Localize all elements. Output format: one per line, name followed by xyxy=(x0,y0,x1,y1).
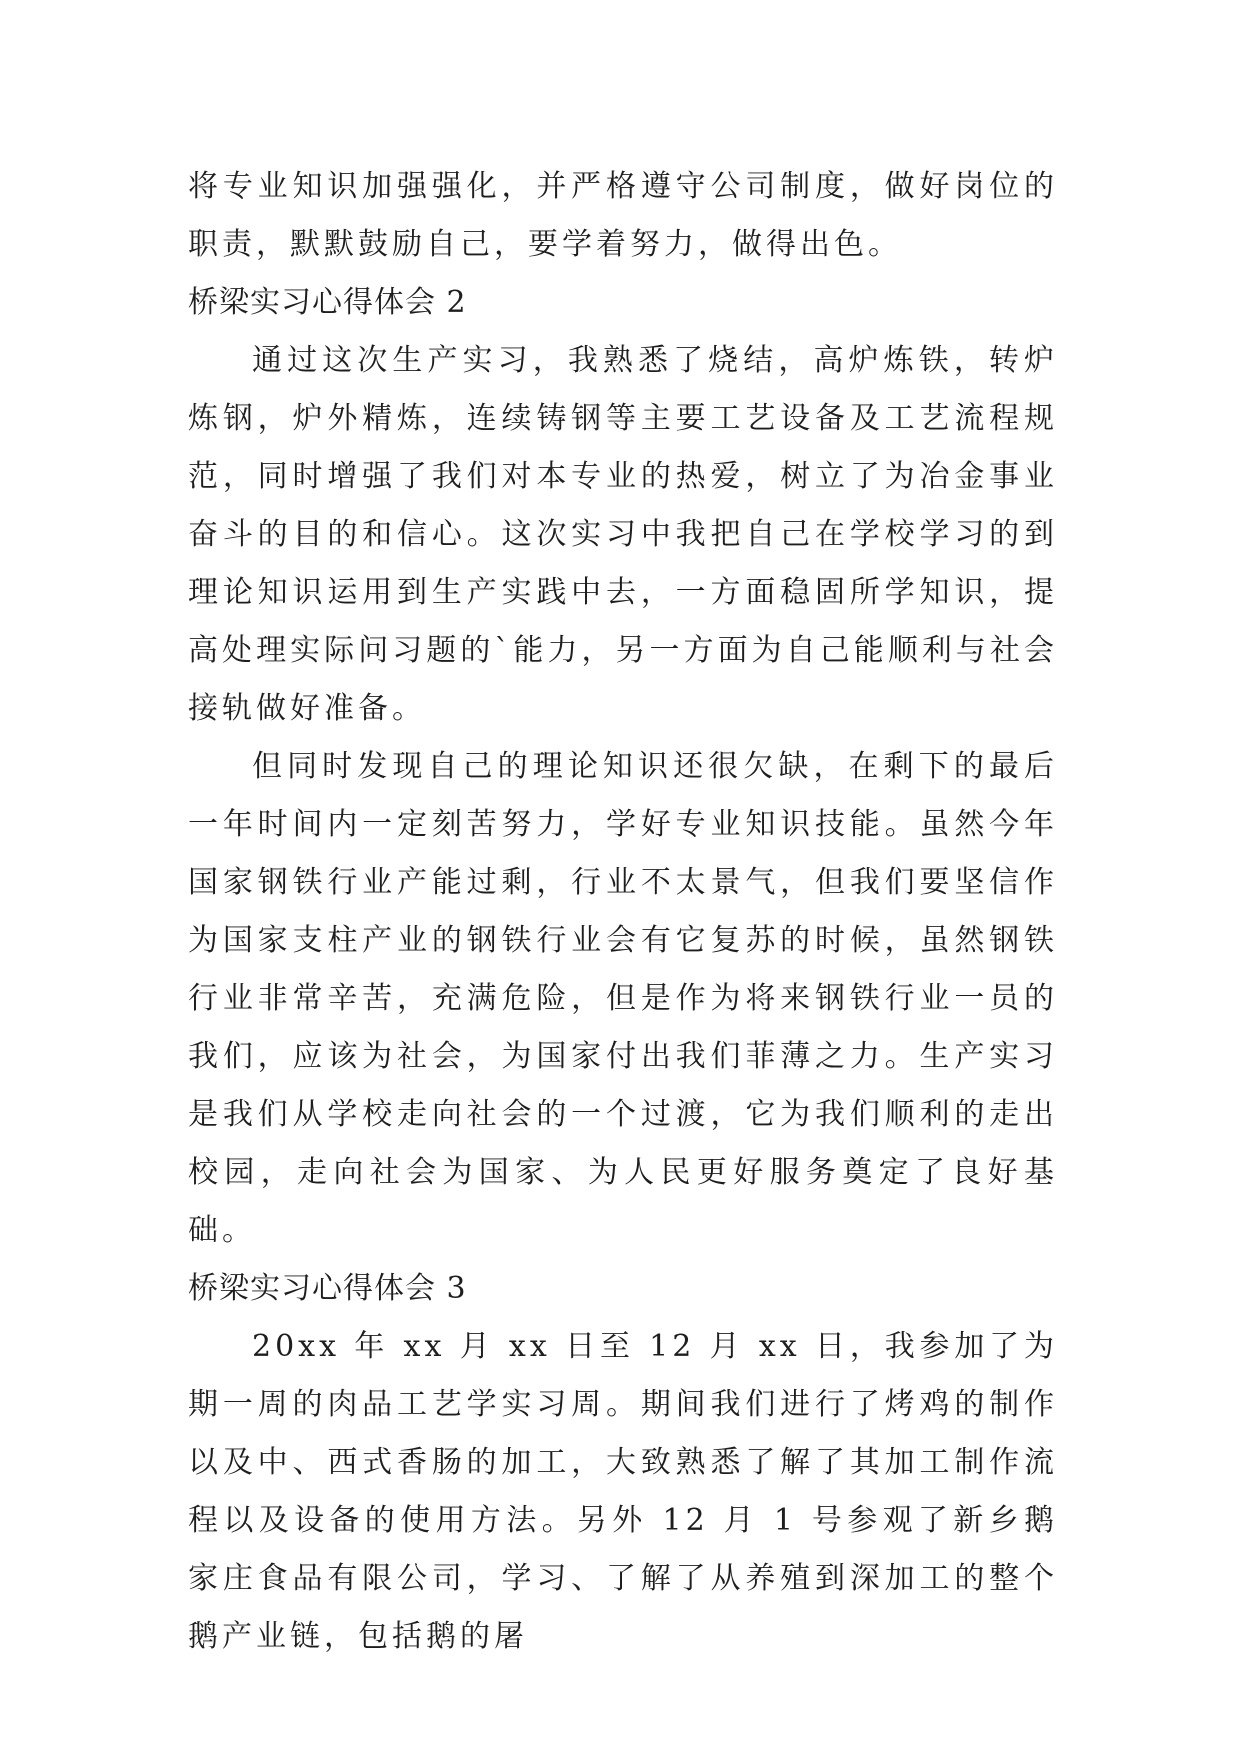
section-heading-2: 桥梁实习心得体会 2 xyxy=(188,285,467,320)
section-heading-3: 桥梁实习心得体会 3 xyxy=(188,1271,467,1306)
paragraph-section-2-second: 但同时发现自己的理论知识还很欠缺，在剩下的最后一年时间内一定刻苦努力，学好专业知识技能。虽然今年国家钢铁行业产能过剩，行业不太景气，但我们要坚信作为国家支柱产业的钢铁行业会有它复苏的时候，虽然钢铁行业非常辛苦，充满危险，但是作为将来钢铁行业一员的我们，应该为社会，为国家付出我们菲薄之力。生产实习是我们从学校走向社会的一个过渡，它为我们顺利的走出校园，走向社会为国家、为人民更好服务奠定了良好基础。 xyxy=(188,749,1058,1248)
document-body xyxy=(188,158,1058,1666)
paragraph-intro-continuation: 将专业知识加强强化，并严格遵守公司制度，做好岗位的职责，默默鼓励自己，要学着努力，做得出色。 xyxy=(188,169,1058,262)
paragraph-section-2-first: 通过这次生产实习，我熟悉了烧结，高炉炼铁，转炉炼钢，炉外精炼，连续铸钢等主要工艺设备及工艺流程规范，同时增强了我们对本专业的热爱，树立了为冶金事业奋斗的目的和信心。这次实习中我把自己在学校学习的到理论知识运用到生产实践中去，一方面稳固所学知识，提高处理实际问习题的`能力，另一方面为自己能顺利与社会接轨做好准备。 xyxy=(188,343,1058,726)
paragraph-section-3-first: 20xx 年 xx 月 xx 日至 12 月 xx 日，我参加了为期一周的肉品工艺学实习周。期间我们进行了烤鸡的制作以及中、西式香肠的加工，大致熟悉了解了其加工制作流程以及设备的使用方法。另外 12 月 1 号参观了新乡鹅家庄食品有限公司，学习、了解了从养殖到深加工的整个鹅产业链，包括鹅的屠 xyxy=(188,1329,1058,1654)
